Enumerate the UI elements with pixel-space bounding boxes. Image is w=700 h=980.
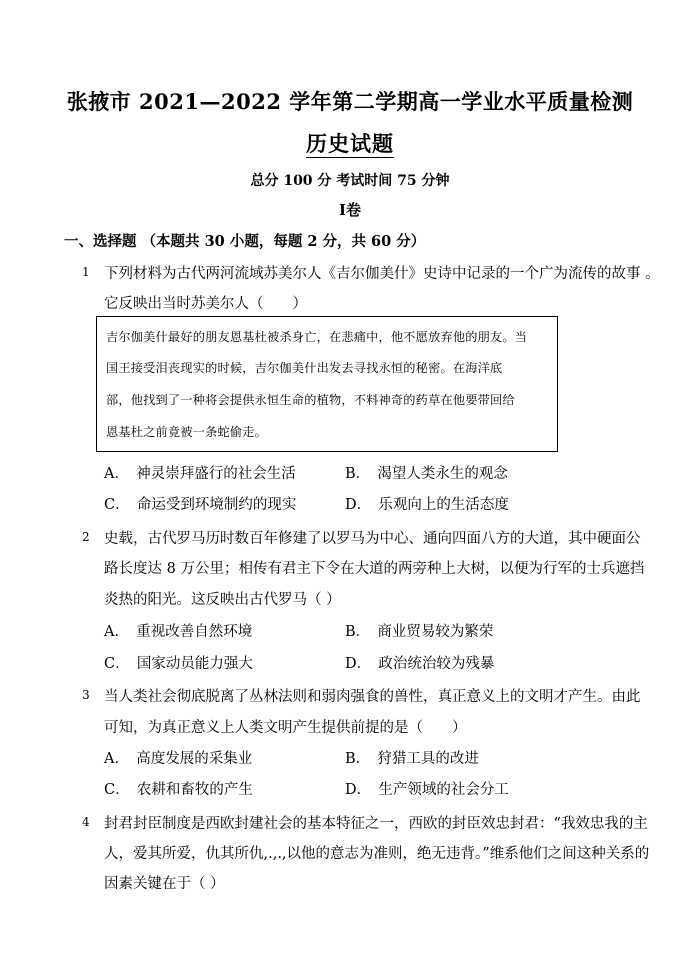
question-text: 封君封臣制度是西欧封建社会的基本特征之一，西欧的封臣效忠封君：“我效忠我的主: [104, 816, 648, 832]
question-text: 当人类社会彻底脱离了丛林法则和弱肉强食的兽性，真正意义上的文明才产生。由此: [104, 689, 641, 705]
option-b: B． 商业贸易较为繁荣: [345, 624, 494, 640]
exam-info: 总分 100 分 考试时间 75 分钟: [250, 173, 450, 189]
question-number: 4: [82, 815, 90, 829]
option-a: A． 重视改善自然环境: [104, 624, 253, 640]
subject-title: [0, 128, 700, 158]
material-line: 吉尔伽美什最好的朋友恩基杜被杀身亡，在悲痛中，他不愿放弃他的朋友。当: [106, 330, 528, 344]
question-number: 2: [82, 530, 90, 544]
section-heading: 一、选择题 （本题共 30 小题，每题 2 分，共 60 分）: [64, 233, 426, 250]
material-line: 国王接受泪丧现实的时候，吉尔伽美什出发去寻找永恒的秘密。在海洋底: [106, 361, 503, 375]
option-c: C． 命运受到环境制约的现实: [104, 497, 297, 513]
question-text: 路长度达 8 万公里；相传有君主下令在大道的两旁种上大树，以便为行军的士兵遮挡: [104, 561, 645, 577]
option-d: D． 政治统治较为残暴: [345, 656, 495, 672]
volume-label: Ⅰ卷: [338, 201, 362, 219]
question-text: 它反映出当时苏美尔人（ ）: [104, 296, 307, 312]
option-b: B． 狩猎工具的改进: [345, 751, 479, 767]
exam-title: 张掖市 2021—2022 学年第二学期高一学业水平质量检测: [66, 89, 634, 114]
material-line: 恩基杜之前竟被一条蛇偷走。: [106, 425, 268, 439]
option-b: B． 渴望人类永生的观念: [345, 466, 508, 482]
material-line: 部，他找到了一种将会提供永恒生命的植物，不料神奇的药草在他要带回给: [106, 393, 515, 407]
question-text: 炎热的阳光。这反映出古代罗马（ ）: [104, 592, 341, 608]
question-number: 3: [82, 688, 90, 702]
subject-text: 历史试题: [306, 131, 394, 156]
question-text: 人，爱其所爱，仇其所仇,.,.,以他的意志为准则，绝无违背。”维系他们之间这种关系的: [104, 846, 650, 862]
option-c: C． 国家动员能力强大: [104, 656, 253, 672]
question-text: 因素关键在于（ ）: [104, 876, 225, 892]
option-d: D． 生产领域的社会分工: [345, 782, 509, 798]
question-text: 史载，古代罗马历时数百年修建了以罗马为中心、通向四面八方的大道，其中硬面公: [104, 531, 641, 547]
question-text: 下列材料为古代两河流域苏美尔人《吉尔伽美什》史诗中记录的一个广为流传的故事 。: [104, 266, 660, 282]
question-text: 可知，为真正意义上人类文明产生提供前提的是（ ）: [104, 720, 467, 736]
option-c: C． 农耕和畜牧的产生: [104, 782, 253, 798]
option-a: A． 神灵崇拜盛行的社会生活: [104, 466, 296, 482]
option-d: D． 乐观向上的生活态度: [345, 497, 509, 513]
question-number: 1: [82, 265, 90, 279]
option-a: A． 高度发展的采集业: [104, 751, 253, 767]
